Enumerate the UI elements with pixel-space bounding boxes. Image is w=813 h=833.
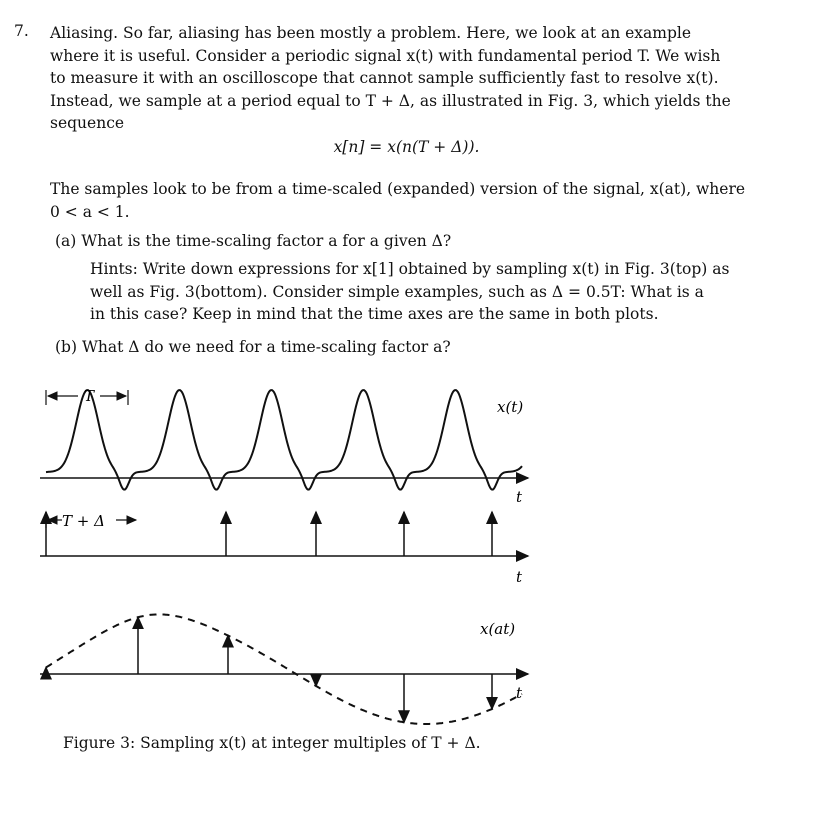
impulse-train-plot [40,512,528,586]
intro-line: to measure it with an oscilloscope that cannot sample sufficiently fast to resolve x(t). [50,69,719,87]
bottom-signal-label: x(at) [480,620,516,638]
followup-line: 0 < a < 1. [50,202,130,221]
top-plot [40,387,528,506]
top-t-label: t [516,488,523,506]
intro-line: where it is useful. Consider a periodic signal x(t) with fundamental period T. We wish [50,46,721,65]
followup-line: The samples look to be from a time-scaled (expanded) version of the signal, x(at), where [50,180,746,198]
problem-number: 7. [14,22,29,40]
signal-x-t [46,390,522,490]
part-a-question: (a) What is the time-scaling factor a for a given Δ? [55,232,452,250]
sample-period-label: T + Δ [62,512,105,530]
hint-line: Hints: Write down expressions for x[1] obtained by sampling x(t) in Fig. 3(top) as [90,260,730,278]
intro-line: Aliasing. So far, aliasing has been mostly a problem. Here, we look at an example [50,24,692,42]
hint-line: in this case? Keep in mind that the time axes are the same in both plots. [90,305,659,323]
top-signal-label: x(t) [497,398,524,416]
sample-stems [46,617,492,722]
figure-caption: Figure 3: Sampling x(t) at integer multiples of T + Δ. [63,734,481,752]
intro-line: Instead, we sample at a period equal to T + Δ, as illustrated in Fig. 3, which yields the [50,91,731,110]
hint-line: well as Fig. 3(bottom). Consider simple examples, such as Δ = 0.5T: What is a [90,282,704,301]
impulse-group [46,512,492,556]
bottom-t-label: t [516,684,523,702]
middle-t-label: t [516,568,523,586]
part-b-question: (b) What Δ do we need for a time-scaling factor a? [55,338,451,356]
period-label: T [84,387,95,405]
signal-x-at-dashed [46,614,522,724]
sampling-equation: x[n] = x(n(T + Δ)). [333,138,480,156]
intro-line: sequence [50,114,125,132]
bottom-plot [40,614,528,724]
